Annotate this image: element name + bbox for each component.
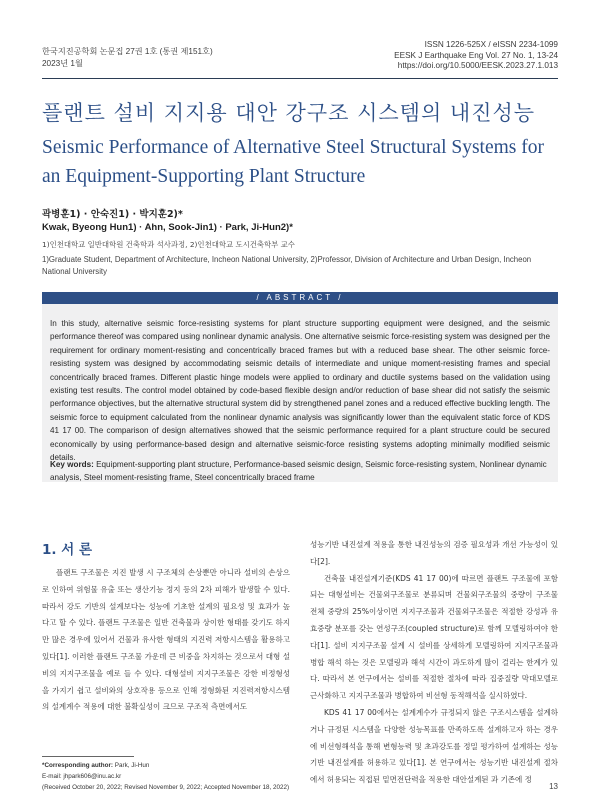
corresponding-author-footnote: [42, 760, 292, 793]
abstract-text: In this study, alternative seismic force-resisting systems for plant structure supporting equipment were designed, and the seismic performance thereof was compared using nonlinear dynamic analysis. One alternative seismic force-resisting system was designed per the requirement for ordinary moment-resisting and concentrically braced frames but with a reduced base shear. The other seismic force-resisting system was designed by accommodating seismic details of intermediate and unique moment-resisting frames and special concentrically braced frames. Different plastic hinge models were applied to ordinary and ductile systems based on the validation using existing test results. The control model obtained by code-based flexible design and/or reduction of base shear did not satisfy the seismic performance objectives, but the alternative structural system did by strengthened panel zones and a reduced effective buckling length. The seismic force to equipment calculated from the nonlinear dynamic analysis was significantly lower than the equivalent static force of KDS 41 17 00. The comparison of design alternatives showed that the seismic performance required for a plant structure could be secured economically by using performance-based design and alternative seismic-force resisting systems adopting minimally modified seismic details.: [50, 319, 550, 463]
journal-header-right: [394, 40, 558, 72]
abstract-label-bar: / ABSTRACT /: [42, 292, 558, 304]
body-column-right: [310, 537, 558, 789]
doi-link[interactable]: https://doi.org/10.5000/EESK.2023.27.1.013: [397, 61, 558, 70]
paragraph: 건축물 내진설계기준(KDS 41 17 00)에 따르면 플랜트 구조물에 포함되는 대형설비는 건물외구조물로 분류되며 건물외구조물의 중량이 구조물 전체 중량의 25%이상이면 지지구조물과 건물외구조물은 적절한 강성과 유효중량 분포를 갖는 연성구조(coupled structure)로 함께 모델링하여야 한다[1]. 설비 지지구조물 설계 시 설비를 상세하게 모델링하여 지지구조물과 병합 해석 하는 것은 모델링과 해석 시간이 과도하게 많이 걸리는 한계가 있다. 따라서 본 연구에서는 설비를 적절한 절차에 따라 집중질량 막대모델로 근사화하고 지지구조물과 병합하여 비선형 동적해석을 실시하였다.: [310, 573, 558, 701]
title-english: Seismic Performance of Alternative Steel Structural Systems for an Equipment-Supporting Plant Structure: [42, 137, 545, 187]
issn: ISSN 1226-525X / eISSN 2234-1099: [424, 40, 558, 49]
footnote-email[interactable]: E-mail: jhpark606@inu.ac.kr: [42, 773, 122, 780]
footnote-dates: (Received October 20, 2022; Revised November 9, 2022; Accepted November 18, 2022): [42, 784, 290, 791]
paragraph: 플랜트 구조물은 지진 발생 시 구조체의 손상뿐만 아니라 설비의 손상으로 인하여 위험물 유출 또는 생산기능 정지 등의 2차 피해가 발생할 수 있다. 따라서 강도 기반의 설계보다는 성능에 기초한 설계의 필요성 및 효과가 높다고 할 수 있다. 플랜트 구조물은 일반 건축물과 상이한 형태를 갖기도 하지만 많은 경우에 있어서 건물과 유사한 형태의 지진력 저항시스템을 활용하고 있다[1]. 이러한 플랜트 구조물 가운데 큰 비중을 차지하는 것으로서 대형 설비의 지지구조물을 예로 들 수 있다. 대형설비 지지구조물은 강한 비정형성을 가지기 쉽고 설비와의 상호작용 등으로 인해 정형화된 지진력저항시스템의 설계계수 적용에 대한 불확실성이 크므로 구조적 측면에서도: [42, 568, 290, 712]
title-korean: 플랜트 설비 지지용 대안 강구조 시스템의 내진성능: [42, 101, 536, 125]
footnote-author-name: Park, Ji-Hun: [114, 762, 150, 769]
footnote-label: *Corresponding author:: [42, 762, 114, 769]
paragraph: KDS 41 17 00에서는 설계계수가 규정되지 않은 구조시스템을 설계하거나 규정된 시스템을 다양한 성능목표를 만족하도록 설계하고자 하는 경우에 비선형해석을 통해 변형능력 및 초과강도를 정밀 평가하여 설계하는 성능기반 내진설계를 허용하고 있다[1]. 본 연구에서는 성능기반 내진설계 절차에서 허용되는 직접된 밑면전단력을 적용한 대안설계된 과 기존에 정: [310, 707, 558, 785]
affiliation-korean: 1)인천대학교 일반대학원 건축학과 석사과정, 2)인천대학교 도시건축학부 교수: [42, 240, 295, 249]
keywords-list: Equipment-supporting plant structure, Performance-based seismic design, Seismic force-resisting system, Nonlinear dynamic analysis, Steel moment-resisting frame, Steel concentrically braced frame: [50, 460, 547, 482]
footnote-rule: [42, 756, 134, 757]
affiliation-english: 1)Graduate Student, Department of Architecture, Incheon National University, 2)Professor, Division of Architecture and Urban Design, Incheon National University: [42, 255, 532, 276]
authors-english: Kwak, Byeong Hun1) · Ahn, Sook-Jin1) · Park, Ji-Hun2)*: [42, 222, 293, 233]
journal-name-korean: 한국지진공학회 논문집 27권 1호 (통권 제151호): [42, 47, 213, 56]
page-number: 13: [549, 782, 558, 791]
body-column-left: [42, 565, 290, 716]
section-heading-introduction: 1. 서 론: [42, 542, 93, 558]
keywords-label: Key words:: [50, 460, 94, 469]
paragraph: 성능기반 내진설계 적용을 통한 내진성능의 검증 필요성과 개선 가능성이 있다[2].: [310, 540, 558, 566]
journal-header-left: [42, 46, 213, 69]
journal-citation: EESK J Earthquake Eng Vol. 27 No. 1, 13-24: [394, 50, 558, 60]
keywords: [50, 459, 550, 484]
authors-korean: 곽병훈1) · 안숙진1) · 박지훈2)*: [42, 209, 183, 220]
issue-date-korean: 2023년 1월: [42, 58, 83, 68]
header-rule: [42, 78, 558, 79]
